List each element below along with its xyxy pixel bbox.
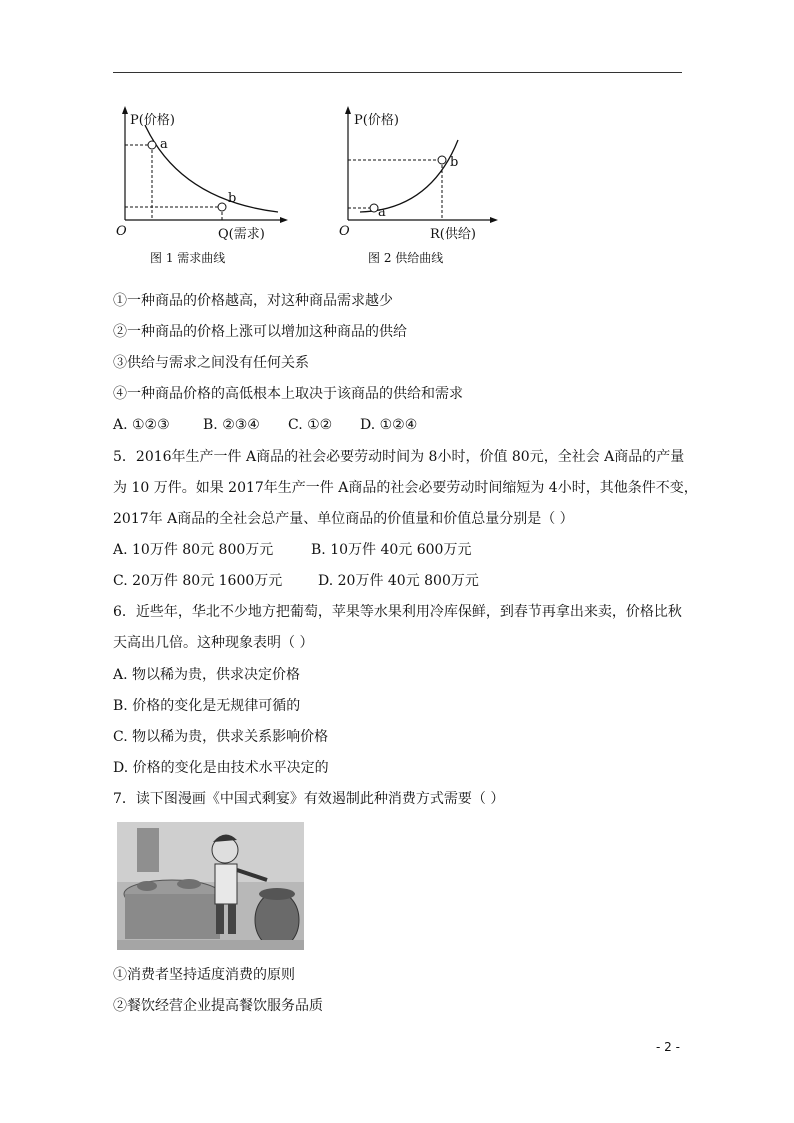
supply-demand-figures — [110, 100, 510, 270]
demand-curve-figure — [116, 106, 288, 265]
fig1-caption: 图 1 需求曲线 — [150, 251, 226, 265]
cartoon-image — [117, 822, 304, 950]
fig2-y-label: P(价格) — [354, 113, 399, 128]
fig2-point-b: b — [450, 155, 459, 170]
q4-option-b: B. ②③④ — [203, 417, 260, 433]
q4-statement-2: ②一种商品的价格上涨可以增加这种商品的供给 — [113, 324, 407, 340]
q5-option-d: D. 20万件 40元 800万元 — [318, 573, 479, 589]
q5-stem-line-1: 5．2016年生产一件 A商品的社会必要劳动时间为 8小时，价值 80元，全社会 A商品的产量 — [113, 449, 685, 465]
fig1-point-b: b — [228, 191, 237, 206]
q4-statement-1: ①一种商品的价格越高，对这种商品需求越少 — [113, 293, 393, 309]
fig2-point-a: a — [378, 205, 386, 220]
page-number: - 2 - — [656, 1040, 680, 1054]
fig2-caption: 图 2 供给曲线 — [368, 251, 444, 265]
fig2-x-label: R(供给) — [430, 227, 476, 242]
fig1-origin: O — [116, 224, 127, 239]
q7-statement-1: ①消费者坚持适度消费的原则 — [113, 967, 295, 983]
fig1-point-a: a — [160, 137, 168, 152]
q4-options — [113, 416, 417, 434]
q4-option-d: D. ①②④ — [360, 417, 418, 433]
header-rule — [113, 72, 682, 73]
q4-option-a: A. ①②③ — [113, 417, 170, 433]
q5-option-b: B. 10万件 40元 600万元 — [311, 542, 472, 558]
q4-option-c: C. ①② — [288, 417, 333, 433]
q6-stem-line-2: 天高出几倍。这种现象表明（ ） — [113, 635, 314, 651]
q5-stem-line-2: 为 10 万件。如果 2017年生产一件 A商品的社会必要劳动时间缩短为 4小时，其他条件不变， — [113, 480, 698, 496]
q5-option-a: A. 10万件 80元 800万元 — [113, 542, 274, 558]
q4-statement-4: ④一种商品价格的高低根本上取决于该商品的供给和需求 — [113, 386, 463, 402]
q6-option-d: D. 价格的变化是由技术水平决定的 — [113, 760, 329, 776]
q5-option-c: C. 20万件 80元 1600万元 — [113, 573, 283, 589]
supply-curve-figure — [339, 106, 498, 265]
q5-stem-line-3: 2017年 A商品的全社会总产量、单位商品的价值量和价值总量分别是（ ） — [113, 511, 574, 527]
q7-stem: 7．读下图漫画《中国式剩宴》有效遏制此种消费方式需要（ ） — [113, 791, 505, 807]
fig2-origin: O — [339, 224, 350, 239]
q6-option-b: B. 价格的变化是无规律可循的 — [113, 698, 301, 714]
q6-option-c: C. 物以稀为贵，供求关系影响价格 — [113, 729, 329, 745]
q6-option-a: A. 物以稀为贵，供求决定价格 — [113, 667, 301, 683]
q5-options-row-1 — [113, 541, 471, 559]
fig1-x-label: Q(需求) — [218, 227, 265, 242]
q7-statement-2: ②餐饮经营企业提高餐饮服务品质 — [113, 998, 323, 1014]
q6-stem-line-1: 6．近些年，华北不少地方把葡萄，苹果等水果利用冷库保鲜，到春节再拿出来卖，价格比秋 — [113, 604, 682, 620]
fig1-y-label: P(价格) — [130, 113, 175, 128]
q4-statement-3: ③供给与需求之间没有任何关系 — [113, 355, 309, 371]
q5-options-row-2 — [113, 572, 479, 590]
